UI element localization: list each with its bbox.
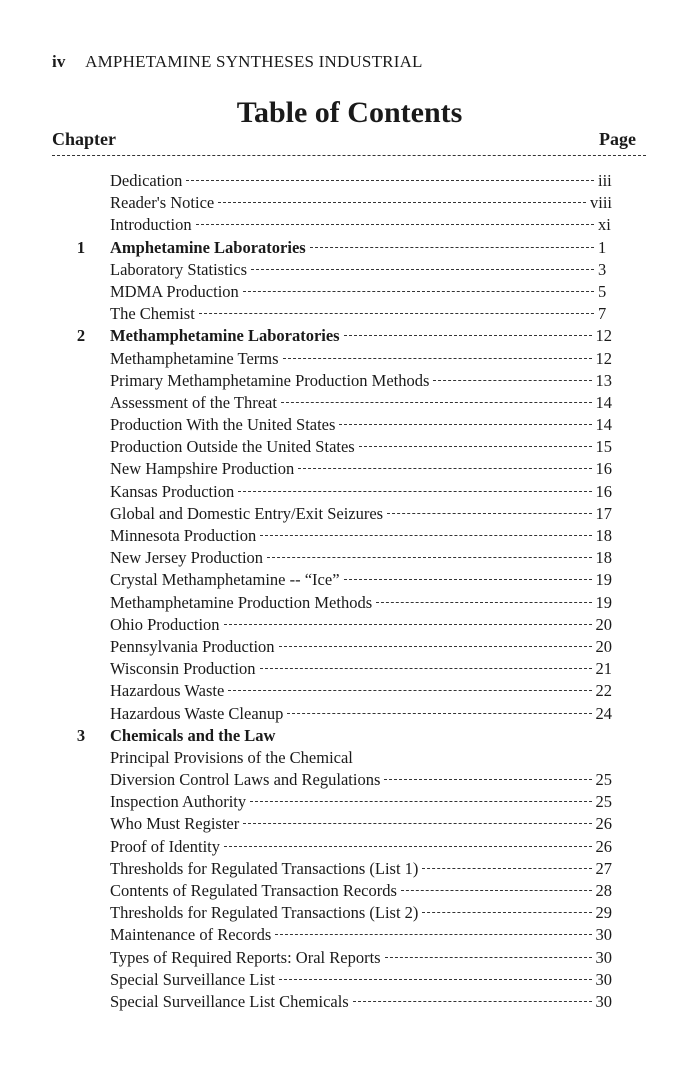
dotted-leader (401, 890, 592, 891)
toc-entry-title: Pennsylvania Production (110, 636, 275, 656)
toc-entry (52, 769, 612, 791)
toc-entry (52, 214, 612, 236)
toc-page-number: 25 (595, 792, 612, 812)
toc-entry-list (52, 170, 612, 1013)
toc-entry-title: Hazardous Waste (110, 681, 225, 701)
toc-entry (52, 547, 612, 569)
toc-entry (52, 703, 612, 725)
toc-page-number: viii (589, 193, 612, 213)
dotted-leader (376, 602, 591, 603)
toc-entry (52, 481, 612, 503)
toc-entry-title: Minnesota Production (110, 526, 257, 545)
toc-page-number: iii (598, 171, 612, 190)
toc-page-number: 27 (595, 858, 612, 878)
toc-entry (52, 281, 612, 303)
chapter-column-header: Chapter (52, 129, 116, 149)
toc-page-number: 19 (595, 592, 612, 612)
toc-entry-title: Who Must Register (110, 814, 240, 834)
dotted-leader (218, 202, 586, 203)
toc-entry (52, 348, 612, 370)
toc-entry (52, 170, 612, 192)
page-title: Table of Contents (236, 96, 463, 129)
dotted-leader (196, 224, 594, 225)
toc-entry (52, 858, 612, 880)
toc-page-number: 21 (595, 659, 612, 679)
toc-page-number: 13 (595, 370, 612, 390)
toc-page-number: 12 (595, 326, 612, 346)
toc-entry-title: Methamphetamine Terms (110, 348, 279, 368)
toc-entry (52, 370, 612, 392)
toc-entry (52, 880, 612, 902)
dotted-leader (260, 668, 592, 669)
toc-chapter-number: 1 (76, 237, 86, 257)
toc-page-number: 19 (595, 570, 612, 590)
toc-entry (52, 569, 612, 591)
toc-page-number: 26 (595, 836, 612, 856)
dotted-leader (224, 846, 592, 847)
dotted-leader (298, 468, 591, 469)
dotted-leader (281, 402, 592, 403)
dotted-leader (359, 446, 592, 447)
toc-page-number: 22 (595, 681, 612, 701)
dotted-leader (339, 424, 591, 425)
dotted-leader (433, 380, 591, 381)
dotted-leader (344, 579, 592, 580)
toc-entry (52, 503, 612, 525)
dotted-leader (251, 269, 594, 270)
dotted-leader (279, 646, 592, 647)
dotted-leader (279, 979, 592, 980)
dotted-leader (243, 823, 591, 824)
toc-entry-title: Methamphetamine Production Methods (110, 592, 373, 612)
toc-entry-title: Contents of Regulated Transaction Records (110, 881, 397, 900)
toc-page-number: 29 (595, 903, 612, 923)
dotted-leader (186, 180, 594, 181)
header-divider (52, 155, 646, 156)
dotted-leader (267, 557, 591, 558)
toc-entry-title: Reader's Notice (110, 193, 215, 213)
toc-entry-title: New Hampshire Production (110, 459, 295, 479)
toc-entry-title: The Chemist (110, 304, 195, 324)
toc-page-number: 28 (595, 881, 612, 900)
page-column-header: Page (599, 129, 636, 149)
toc-page-number: 16 (595, 481, 612, 501)
toc-entry (52, 924, 612, 946)
dotted-leader (238, 491, 591, 492)
toc-page-number: 1 (598, 237, 607, 257)
dotted-leader (199, 313, 594, 314)
toc-entry (52, 747, 612, 769)
toc-entry-title: Laboratory Statistics (110, 259, 248, 279)
toc-chapter-entry (52, 725, 612, 747)
toc-entry (52, 658, 612, 680)
toc-entry-title: Kansas Production (110, 481, 235, 501)
toc-entry-title: Thresholds for Regulated Transactions (List 1) (110, 858, 419, 878)
toc-page-number: 12 (595, 348, 612, 368)
toc-entry (52, 969, 612, 991)
running-head-page-number: iv (52, 52, 66, 71)
toc-entry (52, 680, 612, 702)
toc-entry (52, 813, 612, 835)
toc-entry-title: Dedication (110, 171, 183, 190)
toc-entry-title: Methamphetamine Laboratories (110, 326, 340, 346)
toc-page-number: 30 (595, 969, 612, 989)
dotted-leader (228, 690, 591, 691)
toc-page-number: 20 (595, 614, 612, 634)
toc-entry (52, 991, 612, 1013)
dotted-leader (310, 247, 594, 248)
toc-entry-title: Introduction (110, 215, 192, 235)
toc-page-number: 20 (595, 636, 612, 656)
toc-page-number: 18 (595, 548, 612, 568)
dotted-leader (344, 335, 592, 336)
dotted-leader (422, 912, 591, 913)
toc-chapter-entry (52, 325, 612, 347)
toc-entry-title: Production Outside the United States (110, 437, 355, 457)
toc-entry (52, 902, 612, 924)
toc-page-number: 5 (598, 281, 607, 301)
toc-page-number: 3 (598, 259, 607, 279)
toc-entry-title: Crystal Methamphetamine -- “Ice” (110, 570, 340, 590)
toc-entry (52, 436, 612, 458)
dotted-leader (287, 713, 591, 714)
dotted-leader (275, 934, 591, 935)
toc-entry-title: Amphetamine Laboratories (110, 237, 306, 257)
toc-page-number: 18 (595, 526, 612, 545)
dotted-leader (387, 513, 591, 514)
toc-entry (52, 614, 612, 636)
toc-page-number: 15 (595, 437, 612, 457)
toc-page-number: 14 (595, 415, 612, 435)
toc-entry (52, 791, 612, 813)
dotted-leader (385, 957, 592, 958)
toc-entry (52, 414, 612, 436)
toc-entry (52, 192, 612, 214)
toc-page-number: 16 (595, 459, 612, 479)
dotted-leader (384, 779, 591, 780)
toc-entry-title: Production With the United States (110, 415, 336, 435)
toc-entry-title: Proof of Identity (110, 836, 220, 856)
toc-entry-title: Inspection Authority (110, 792, 247, 812)
toc-page-number: xi (598, 215, 611, 235)
toc-entry-title: Special Surveillance List (110, 969, 275, 989)
dotted-leader (283, 358, 592, 359)
dotted-leader (260, 535, 591, 536)
toc-entry (52, 392, 612, 414)
toc-chapter-number: 2 (76, 326, 86, 346)
toc-entry-title: Assessment of the Threat (110, 392, 277, 412)
toc-entry (52, 458, 612, 480)
column-headers (52, 129, 636, 150)
toc-page-number: 24 (595, 703, 612, 723)
toc-page-number: 26 (595, 814, 612, 834)
running-head (52, 52, 423, 72)
toc-page-number: 30 (595, 991, 612, 1011)
toc-entry (52, 836, 612, 858)
toc-entry-title: Diversion Control Laws and Regulations (110, 770, 381, 790)
toc-page-number: 7 (598, 304, 607, 324)
dotted-leader (353, 1001, 592, 1002)
toc-page-number: 30 (595, 925, 612, 945)
running-head-text: AMPHETAMINE SYNTHESES INDUSTRIAL (85, 52, 423, 71)
toc-entry-title: Primary Methamphetamine Production Methods (110, 370, 430, 390)
toc-entry-title: Hazardous Waste Cleanup (110, 703, 284, 723)
toc-entry (52, 947, 612, 969)
toc-entry-title: Types of Required Reports: Oral Reports (110, 947, 381, 967)
toc-entry-title: Special Surveillance List Chemicals (110, 991, 349, 1011)
toc-page-number: 25 (595, 770, 612, 790)
toc-entry-title: Maintenance of Records (110, 925, 272, 945)
dotted-leader (422, 868, 591, 869)
dotted-leader (243, 291, 594, 292)
toc-chapter-entry (52, 237, 612, 259)
toc-entry (52, 259, 612, 281)
toc-entry-title: Chemicals and the Law (110, 725, 276, 745)
toc-page-number: 14 (595, 392, 612, 412)
toc-entry-title: Thresholds for Regulated Transactions (List 2) (110, 903, 419, 923)
toc-entry-title: Principal Provisions of the Chemical (110, 747, 353, 767)
dotted-leader (250, 801, 591, 802)
toc-page-number: 30 (595, 947, 612, 967)
toc-entry-title: Global and Domestic Entry/Exit Seizures (110, 503, 384, 523)
toc-page-number: 17 (595, 503, 612, 523)
toc-entry-title: New Jersey Production (110, 548, 264, 568)
toc-entry (52, 303, 612, 325)
toc-entry-title: Wisconsin Production (110, 659, 256, 679)
toc-entry (52, 636, 612, 658)
toc-entry-title: Ohio Production (110, 614, 220, 634)
toc-entry (52, 592, 612, 614)
toc-entry (52, 525, 612, 547)
dotted-leader (224, 624, 592, 625)
toc-entry-title: MDMA Production (110, 281, 239, 301)
toc-chapter-number: 3 (76, 725, 86, 745)
